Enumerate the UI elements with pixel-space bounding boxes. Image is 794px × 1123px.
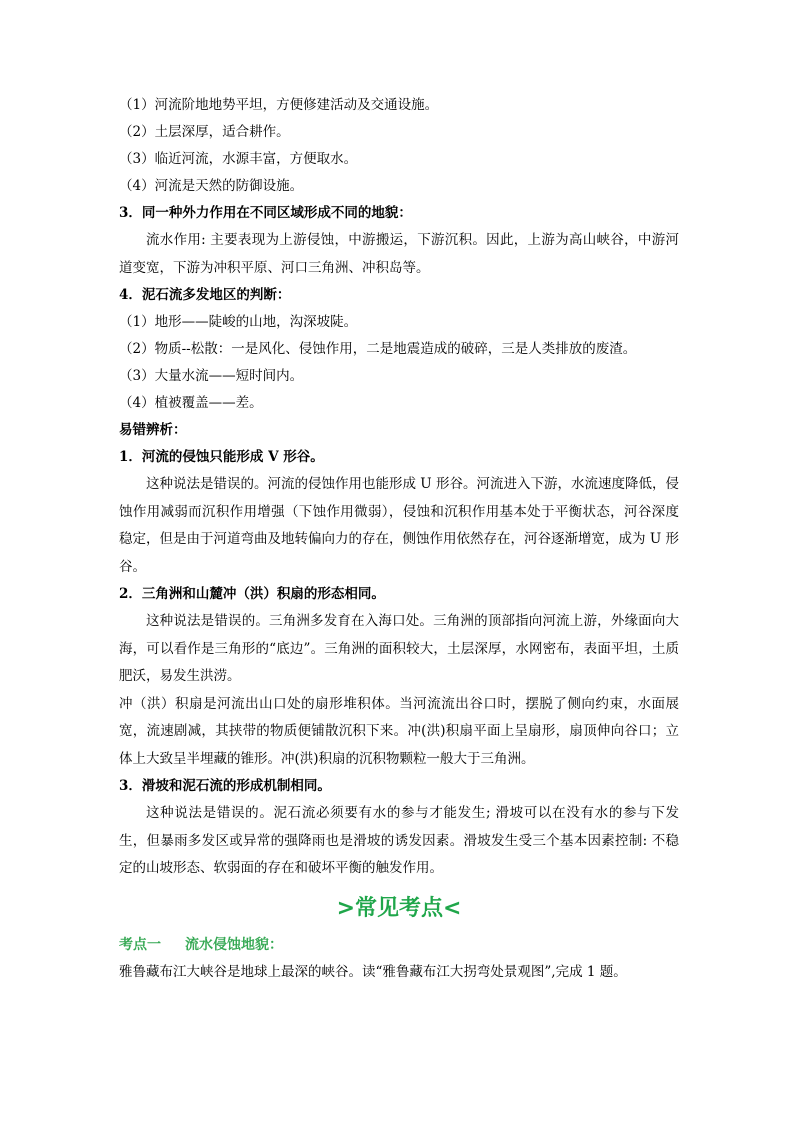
- intro-text: 雅鲁藏布江大峡谷是地球上最深的峡谷。读“雅鲁藏布江大拐弯处景观图”,完成 1 题。: [119, 963, 627, 980]
- list-item: （4）植被覆盖——差。: [119, 395, 263, 411]
- error2-body: 这种说法是错误的。三角洲多发育在入海口处。三角洲的顶部指向河流上游，外缘面向大海，可以看作是三角形的“底边”。三角洲的面积较大，土层深厚，水网密布，表面平坦，土质肥沃，易发生洪涝。: [119, 613, 679, 684]
- error3-body: 这种说法是错误的。泥石流必须要有水的参与才能发生; 滑坡可以在没有水的参与下发生，但暴雨多发区或异常的强降雨也是滑坡的诱发因素。滑坡发生受三个基本因素控制: 不稳定的山坡形态、软弱面的存在和破坏平衡的触发作用。: [119, 805, 679, 876]
- list-item: （1）河流阶地地势平坦，方便修建活动及交通设施。: [119, 97, 439, 113]
- list-item: （1）地形——陡峻的山地，沟深坡陡。: [119, 314, 358, 330]
- error1-body: 这种说法是错误的。河流的侵蚀作用也能形成 U 形谷。河流进入下游，水流速度降低，侵蚀作用减弱而沉积作用增强（下蚀作用微弱），侵蚀和沉积作用基本处于平衡状态，河谷深度稳定，但是由于河道弯曲及地转偏向力的存在，侧蚀作用依然存在，河谷逐渐增宽，成为 U 形谷。: [119, 476, 679, 575]
- list-item: （4）河流是天然的防御设施。: [119, 178, 304, 194]
- section-title: >常见考点<: [336, 895, 462, 921]
- point4-title: 4．泥石流多发地区的判断：: [119, 287, 291, 303]
- document-page: [119, 92, 679, 986]
- kaodian-label: 考点一: [119, 936, 161, 953]
- error2-body-2: 冲（洪）积扇是河流出山口处的扇形堆积体。当河流流出谷口时，摆脱了侧向约束，水面展宽，流速剧减，其挟带的物质便铺散沉积下来。冲(洪)积扇平面上呈扇形，扇顶伸向谷口；立体上大致呈半埋藏的锥形。冲(洪)积扇的沉积物颗粒一般大于三角洲。: [119, 695, 679, 767]
- error3-title: 3．滑坡和泥石流的形成机制相同。: [119, 778, 331, 794]
- error2-title: 2．三角洲和山麓冲（洪）积扇的形态相同。: [119, 586, 385, 602]
- kaodian-heading: [119, 931, 679, 959]
- kaodian-title: 流水侵蚀地貌：: [185, 936, 283, 953]
- list-item: （3）大量水流——短时间内。: [119, 368, 304, 384]
- errors-heading: 易错辨析：: [119, 422, 187, 438]
- list-item: （2）物质--松散：一是风化、侵蚀作用，二是地震造成的破碎，三是人类排放的废渣。: [119, 341, 637, 357]
- list-item: （2）土层深厚，适合耕作。: [119, 124, 290, 140]
- point3-title: 3．同一种外力作用在不同区域形成不同的地貌：: [119, 205, 412, 221]
- error1-title: 1．河流的侵蚀只能形成 V 形谷。: [119, 449, 324, 465]
- list-item: （3）临近河流，水源丰富，方便取水。: [119, 151, 358, 167]
- point3-body: 流水作用: 主要表现为上游侵蚀，中游搬运，下游沉积。因此，上游为高山峡谷，中游河道变宽，下游为冲积平原、河口三角洲、冲积岛等。: [119, 232, 679, 276]
